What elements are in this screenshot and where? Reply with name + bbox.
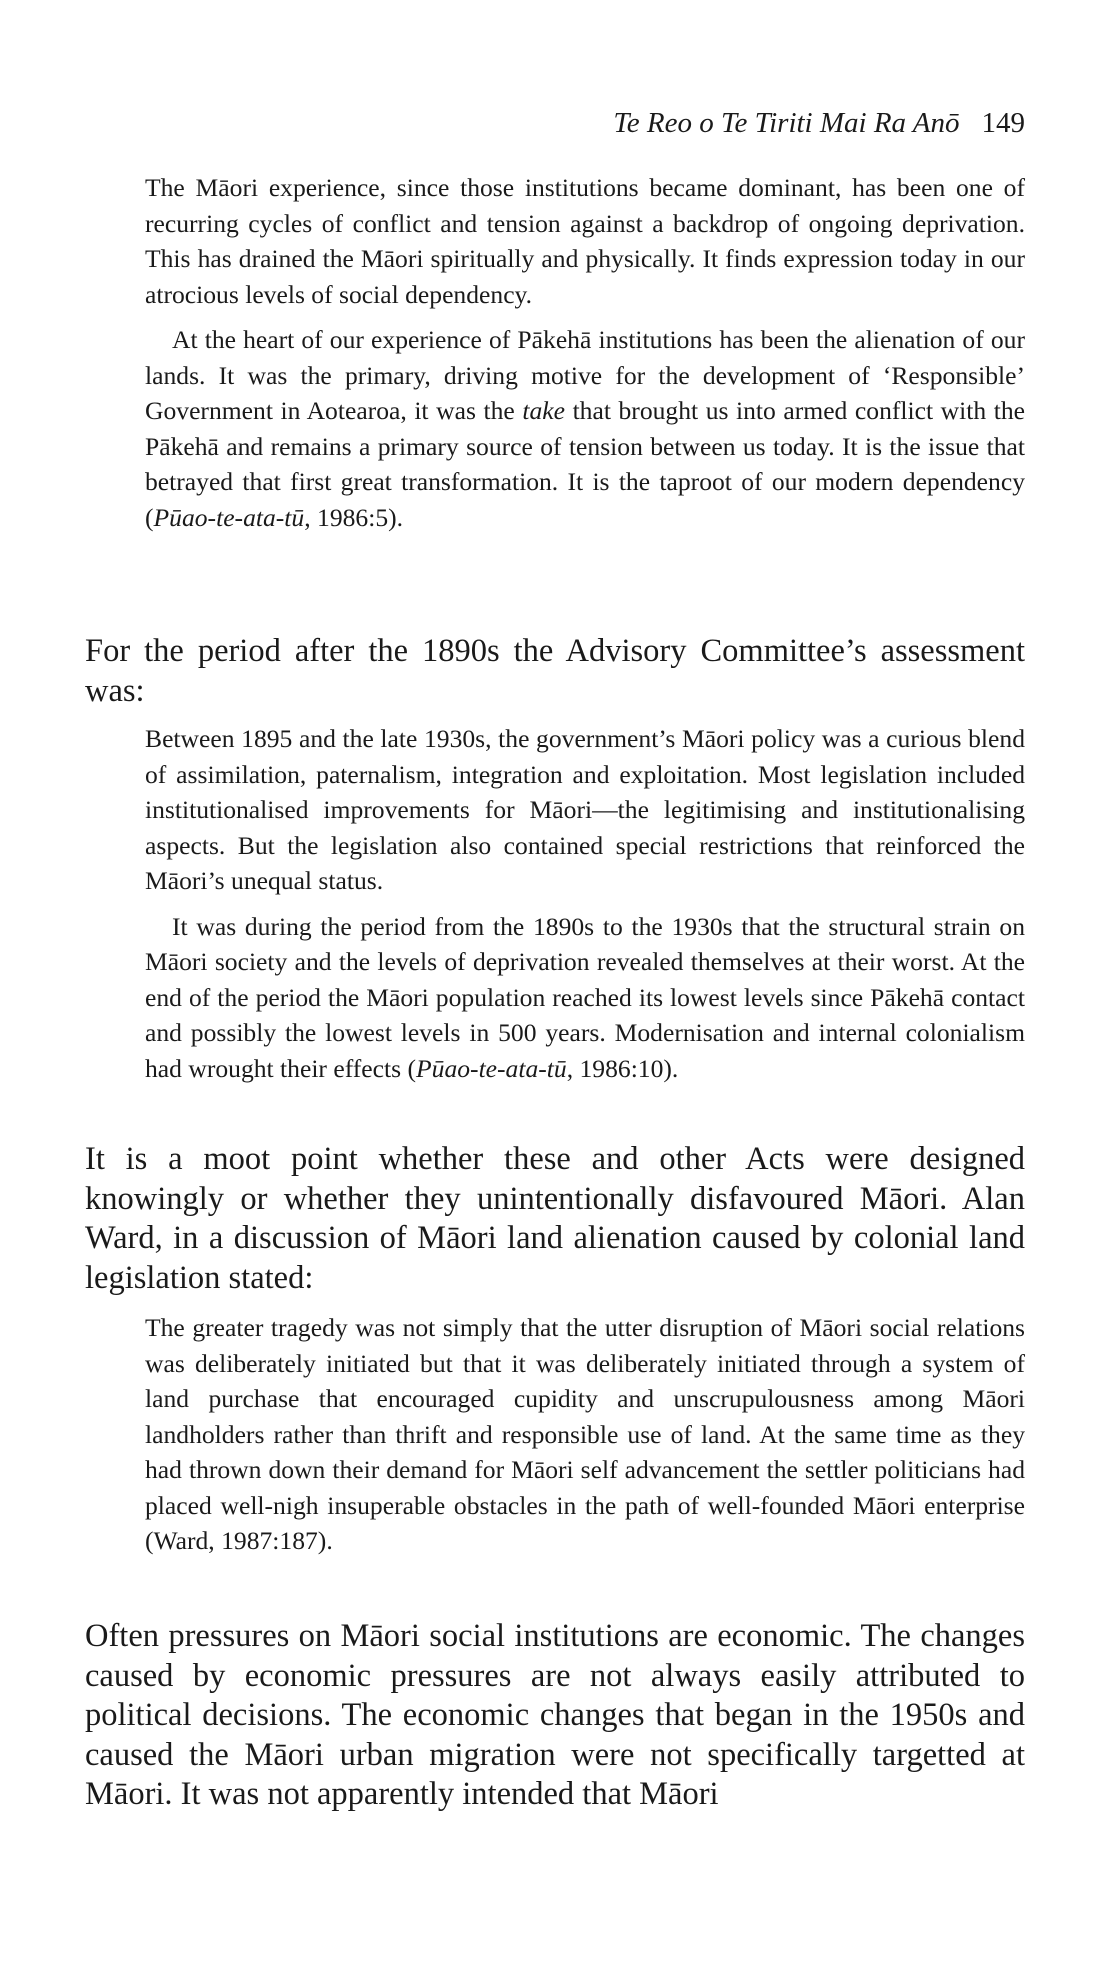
emphasis-take: take — [522, 396, 565, 425]
citation-title: Pūao-te-ata-tū — [416, 1053, 567, 1083]
running-head — [85, 106, 1025, 140]
quote-paragraph: It was during the period from the 1890s to the 1930s that the structural strain on Māori society and the levels of deprivation revealed themselves at their worst. At the end of the period the Māori population reached its lowest levels since Pākehā contact and possibly the lowest levels in 500 years. Modernisation and internal colonialism had wrought their effects (Pūao-te-ata-tū, 1986:10). — [145, 911, 1025, 1083]
block-quote-puao-1 — [145, 170, 1025, 535]
quote-paragraph: The Māori experience, since those institutions became dominant, has been one of recurring cycles of conflict and tension against a backdrop of ongoing deprivation. This has drained the Māori spiritually and physically. It finds expression today in our atrocious levels of social dependency. — [145, 173, 1025, 309]
body-paragraph: It is a moot point whether these and other Acts were designed knowingly or whether they unintentionally disfavoured Māori. Alan Ward, in a discussion of Māori land alienation caused by colonial land legislation stated: — [85, 1141, 1025, 1296]
citation-title: Pūao-te-ata-tū — [153, 502, 305, 532]
block-quote-ward: The greater tragedy was not simply that the utter disruption of Māori social relations was deliberately initiated but that it was deliberately initiated through a system of land purchase that encouraged cupidity and unscrupulousness among Māori landholders rather than thrift and responsible use of land. At the same time as they had thrown down their demand for Māori self advancement the settler politicians had placed well-nigh insuperable obstacles in the path of well-founded Māori enterprise (Ward, 1987:187). — [145, 1313, 1025, 1555]
quote-paragraph: Between 1895 and the late 1930s, the government’s Māori policy was a curious blend of assimilation, paternalism, integration and exploitation. Most legislation included institutionalised improvements for Māori—the legitimising and institutionalising aspects. But the legislation also contained special restrictions that reinforced the Māori’s unequal status. — [145, 724, 1025, 895]
body-paragraph: Often pressures on Māori social institutions are economic. The changes caused by economic pressures are not always easily attributed to political decisions. The economic changes that began in the 1950s and caused the Māori urban migration were not specifically targetted at Māori. It was not apparently intended that Māori — [85, 1618, 1025, 1812]
body-paragraph: For the period after the 1890s the Advisory Committee’s assessment was: — [85, 633, 1025, 709]
block-quote-puao-2 — [145, 721, 1025, 1086]
quote-paragraph: At the heart of our experience of Pākehā institutions has been the alienation of our lands. It was the primary, driving motive for the development of ‘Responsible’ Government in Aotearoa, it was the take that brought us into armed conflict with the Pākehā and remains a primary source of tension between us today. It is the issue that betrayed that first great transformation. It is the taproot of our modern dependency (Pūao-te-ata-tū, 1986:5). — [145, 325, 1025, 532]
running-title: Te Reo o Te Tiriti Mai Ra Anō — [613, 107, 960, 139]
page-number: 149 — [981, 107, 1025, 139]
